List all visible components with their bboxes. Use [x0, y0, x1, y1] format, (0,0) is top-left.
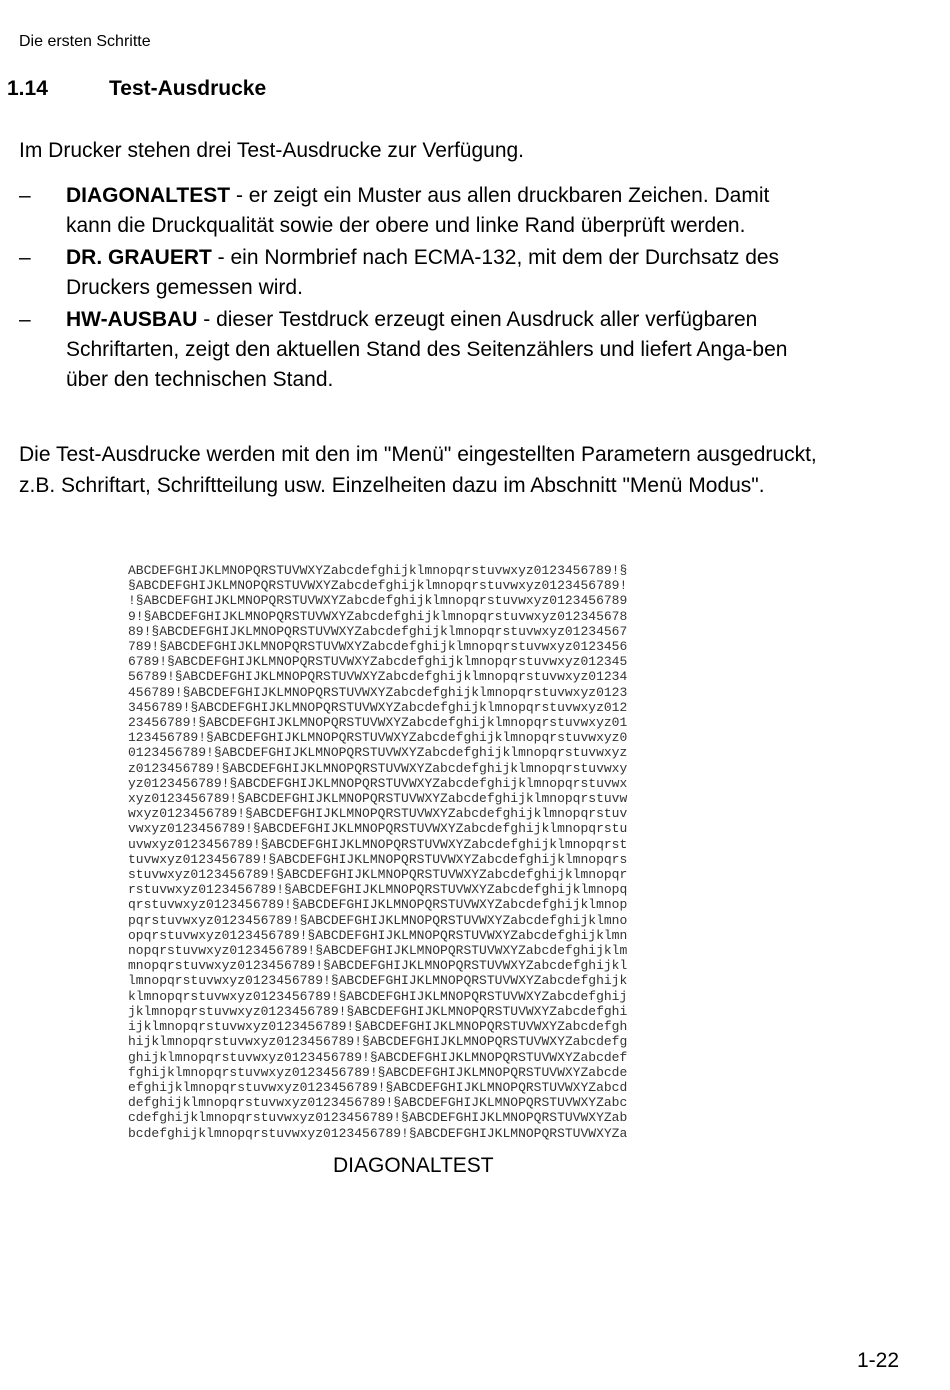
diagonal-line: rstuvwxyz0123456789!§ABCDEFGHIJKLMNOPQRSTUVWXYZabcdefghijklmnopq	[128, 882, 628, 898]
section-number: 1.14	[7, 77, 48, 100]
diagonal-line: ijklmnopqrstuvwxyz0123456789!§ABCDEFGHIJKLMNOPQRSTUVWXYZabcdefgh	[128, 1019, 628, 1035]
list-item-hw-ausbau	[19, 305, 819, 395]
diagonal-line: pqrstuvwxyz0123456789!§ABCDEFGHIJKLMNOPQRSTUVWXYZabcdefghijklmno	[128, 912, 628, 928]
test-name: DIAGONALTEST	[66, 184, 231, 207]
diagonal-line: efghijklmnopqrstuvwxyz0123456789!§ABCDEFGHIJKLMNOPQRSTUVWXYZabcd	[128, 1079, 628, 1095]
diagonal-line: 3456789!§ABCDEFGHIJKLMNOPQRSTUVWXYZabcdefghijklmnopqrstuvwxyz012	[128, 699, 628, 715]
diagonal-line: 56789!§ABCDEFGHIJKLMNOPQRSTUVWXYZabcdefghijklmnopqrstuvwxyz01234	[128, 669, 628, 685]
diagonal-line: jklmnopqrstuvwxyz0123456789!§ABCDEFGHIJKLMNOPQRSTUVWXYZabcdefghi	[128, 1003, 628, 1019]
diagonal-line: yz0123456789!§ABCDEFGHIJKLMNOPQRSTUVWXYZabcdefghijklmnopqrstuvwx	[128, 775, 628, 791]
test-description: - er zeigt ein Muster aus allen druckbaren Zeichen. Damit kann die Druckqualität sowie der obere und linke Rand überprüft werden.	[66, 184, 770, 237]
running-header: Die ersten Schritte	[19, 33, 151, 50]
test-description: - dieser Testdruck erzeugt einen Ausdruck aller verfügbaren Schriftarten, zeigt den aktuellen Stand des Seitenzählers und liefert Anga-ben über den technischen Stand.	[66, 308, 788, 391]
test-printout-list	[19, 181, 819, 397]
diagonal-line: stuvwxyz0123456789!§ABCDEFGHIJKLMNOPQRSTUVWXYZabcdefghijklmnopqr	[128, 867, 628, 883]
diagonal-line: opqrstuvwxyz0123456789!§ABCDEFGHIJKLMNOPQRSTUVWXYZabcdefghijklmn	[128, 927, 628, 943]
diagonal-line: uvwxyz0123456789!§ABCDEFGHIJKLMNOPQRSTUVWXYZabcdefghijklmnopqrst	[128, 836, 628, 852]
diagonal-line: defghijklmnopqrstuvwxyz0123456789!§ABCDEFGHIJKLMNOPQRSTUVWXYZabc	[128, 1095, 628, 1111]
diagonal-line: tuvwxyz0123456789!§ABCDEFGHIJKLMNOPQRSTUVWXYZabcdefghijklmnopqrs	[128, 851, 628, 867]
list-item-dr-grauert	[19, 243, 819, 303]
diagonal-line: ghijklmnopqrstuvwxyz0123456789!§ABCDEFGHIJKLMNOPQRSTUVWXYZabcdef	[128, 1049, 628, 1065]
diagonal-line: lmnopqrstuvwxyz0123456789!§ABCDEFGHIJKLMNOPQRSTUVWXYZabcdefghijk	[128, 973, 628, 989]
diagonal-line: mnopqrstuvwxyz0123456789!§ABCDEFGHIJKLMNOPQRSTUVWXYZabcdefghijkl	[128, 958, 628, 974]
diagonal-line: 6789!§ABCDEFGHIJKLMNOPQRSTUVWXYZabcdefghijklmnopqrstuvwxyz012345	[128, 654, 628, 670]
diagonal-line: xyz0123456789!§ABCDEFGHIJKLMNOPQRSTUVWXYZabcdefghijklmnopqrstuvw	[128, 791, 628, 807]
diagonal-line: 89!§ABCDEFGHIJKLMNOPQRSTUVWXYZabcdefghijklmnopqrstuvwxyz01234567	[128, 623, 628, 639]
diagonal-line: §ABCDEFGHIJKLMNOPQRSTUVWXYZabcdefghijklmnopqrstuvwxyz0123456789!	[128, 578, 628, 594]
list-bullet: –	[19, 184, 31, 207]
section-heading	[7, 76, 266, 102]
diagonal-line: !§ABCDEFGHIJKLMNOPQRSTUVWXYZabcdefghijklmnopqrstuvwxyz0123456789	[128, 593, 628, 609]
diagonal-line: hijklmnopqrstuvwxyz0123456789!§ABCDEFGHIJKLMNOPQRSTUVWXYZabcdefg	[128, 1034, 628, 1050]
test-description: - ein Normbrief nach ECMA-132, mit dem der Durchsatz des Druckers gemessen wird.	[66, 246, 780, 299]
diagonal-line: nopqrstuvwxyz0123456789!§ABCDEFGHIJKLMNOPQRSTUVWXYZabcdefghijklm	[128, 943, 628, 959]
diagonal-line: 9!§ABCDEFGHIJKLMNOPQRSTUVWXYZabcdefghijklmnopqrstuvwxyz012345678	[128, 608, 628, 624]
intro-paragraph: Im Drucker stehen drei Test-Ausdrucke zur Verfügung.	[19, 139, 525, 162]
diagonal-line: bcdefghijklmnopqrstuvwxyz0123456789!§ABCDEFGHIJKLMNOPQRSTUVWXYZa	[128, 1125, 628, 1141]
diagonal-line: fghijklmnopqrstuvwxyz0123456789!§ABCDEFGHIJKLMNOPQRSTUVWXYZabcde	[128, 1064, 628, 1080]
diagonal-line: klmnopqrstuvwxyz0123456789!§ABCDEFGHIJKLMNOPQRSTUVWXYZabcdefghij	[128, 988, 628, 1004]
list-item-diagonaltest	[19, 181, 819, 241]
list-bullet: –	[19, 308, 31, 331]
diagonal-line: cdefghijklmnopqrstuvwxyz0123456789!§ABCDEFGHIJKLMNOPQRSTUVWXYZab	[128, 1110, 628, 1126]
diagonal-line: wxyz0123456789!§ABCDEFGHIJKLMNOPQRSTUVWXYZabcdefghijklmnopqrstuv	[128, 806, 628, 822]
diagonal-line: 0123456789!§ABCDEFGHIJKLMNOPQRSTUVWXYZabcdefghijklmnopqrstuvwxyz	[128, 745, 628, 761]
test-name: DR. GRAUERT	[66, 246, 212, 269]
diagonal-line: 456789!§ABCDEFGHIJKLMNOPQRSTUVWXYZabcdefghijklmnopqrstuvwxyz0123	[128, 684, 628, 700]
parameters-note: Die Test-Ausdrucke werden mit den im "Menü" eingestellten Parametern ausgedruckt, z.B. Schriftart, Schriftteilung usw. Einzelheiten dazu im Abschnitt "Menü Modus".	[19, 443, 817, 497]
section-title: Test-Ausdrucke	[109, 77, 267, 100]
diagonal-line: vwxyz0123456789!§ABCDEFGHIJKLMNOPQRSTUVWXYZabcdefghijklmnopqrstu	[128, 821, 628, 837]
diagonal-line: 123456789!§ABCDEFGHIJKLMNOPQRSTUVWXYZabcdefghijklmnopqrstuvwxyz0	[128, 730, 628, 746]
diagonal-line: z0123456789!§ABCDEFGHIJKLMNOPQRSTUVWXYZabcdefghijklmnopqrstuvwxy	[128, 760, 628, 776]
diagonal-line: qrstuvwxyz0123456789!§ABCDEFGHIJKLMNOPQRSTUVWXYZabcdefghijklmnop	[128, 897, 628, 913]
test-name: HW-AUSBAU	[66, 308, 198, 331]
list-bullet: –	[19, 246, 31, 269]
diagonal-test-sample	[128, 563, 627, 1141]
diagonal-line: 23456789!§ABCDEFGHIJKLMNOPQRSTUVWXYZabcdefghijklmnopqrstuvwxyz01	[128, 715, 628, 731]
diagonal-test-caption: DIAGONALTEST	[333, 1154, 494, 1177]
diagonal-line: ABCDEFGHIJKLMNOPQRSTUVWXYZabcdefghijklmnopqrstuvwxyz0123456789!§	[128, 563, 628, 578]
page-number: 1-22	[857, 1349, 900, 1372]
diagonal-line: 789!§ABCDEFGHIJKLMNOPQRSTUVWXYZabcdefghijklmnopqrstuvwxyz0123456	[128, 639, 628, 655]
